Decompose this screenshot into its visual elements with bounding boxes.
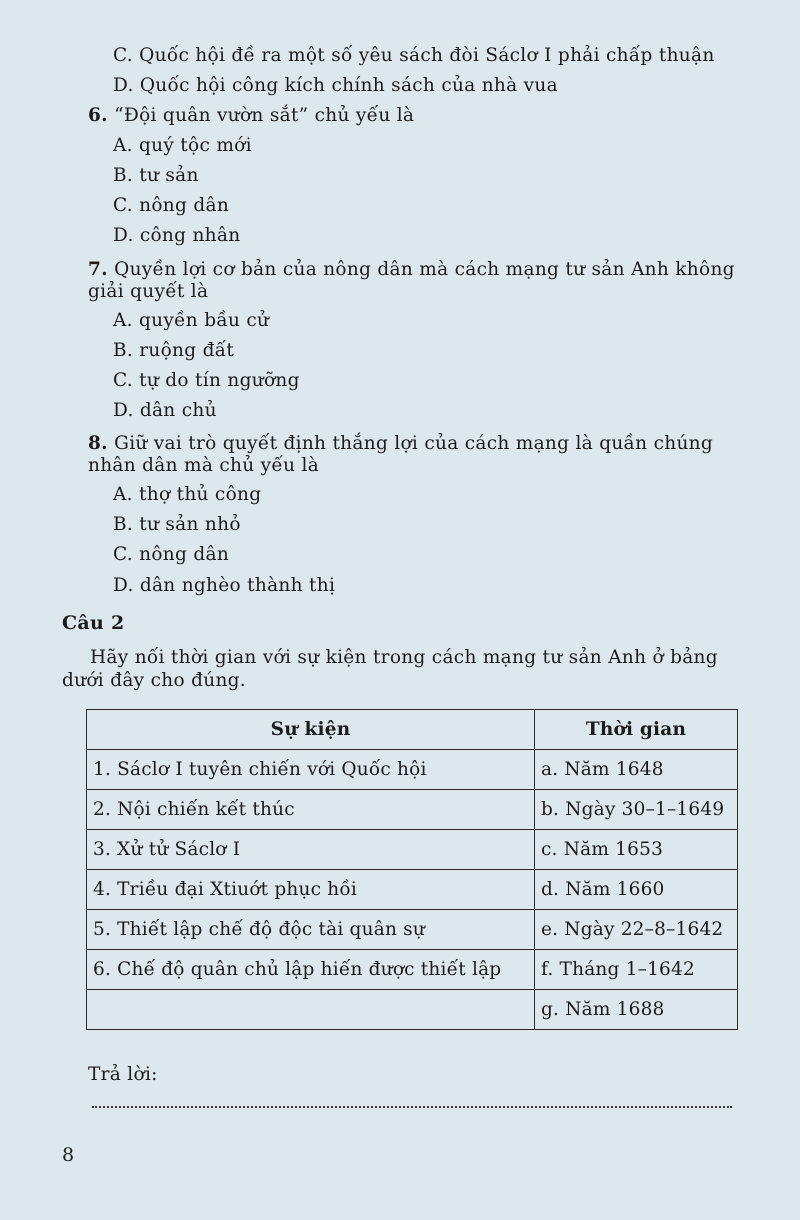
cau2-heading: Câu 2	[62, 612, 125, 634]
q8-text: Giữ vai trò quyết định thắng lợi của cách mạng là quần chúng nhân dân mà chủ yếu là	[88, 433, 714, 476]
event-cell: 6. Chế độ quân chủ lập hiến được thiết lập	[87, 950, 535, 990]
q8-option-d: D. dân nghèo thành thị	[113, 575, 336, 596]
q7-text: Quyền lợi cơ bản của nông dân mà cách mạng tư sản Anh không giải quyết là	[88, 259, 735, 302]
q6-option-a: A. quý tộc mới	[113, 135, 252, 156]
q5-option-d: D. Quốc hội công kích chính sách của nhà vua	[113, 75, 558, 96]
q7-number: 7.	[88, 259, 108, 280]
q7-option-b: B. ruộng đất	[113, 340, 235, 361]
table-row	[87, 830, 738, 870]
q7-option-a: A. quyền bầu cử	[113, 310, 270, 331]
event-cell: 5. Thiết lập chế độ độc tài quân sự	[87, 910, 535, 950]
q8-number: 8.	[88, 433, 108, 454]
event-cell: 1. Sáclơ I tuyên chiến với Quốc hội	[87, 750, 535, 790]
time-cell: g. Năm 1688	[535, 990, 738, 1030]
q8-option-a: A. thợ thủ công	[113, 484, 262, 505]
q6-number: 6.	[88, 105, 108, 126]
q6-option-b: B. tư sản	[113, 165, 199, 186]
q7-option-d: D. dân chủ	[113, 400, 217, 421]
time-cell: d. Năm 1660	[535, 870, 738, 910]
q8-option-b: B. tư sản nhỏ	[113, 514, 241, 535]
event-cell: 4. Triều đại Xtiuớt phục hồi	[87, 870, 535, 910]
time-cell: f. Tháng 1–1642	[535, 950, 738, 990]
table-row	[87, 990, 738, 1030]
page-number: 8	[62, 1144, 75, 1166]
event-cell	[87, 990, 535, 1030]
q8-option-c: C. nông dân	[113, 544, 230, 565]
event-cell: 2. Nội chiến kết thúc	[87, 790, 535, 830]
q7-option-c: C. tự do tín ngưỡng	[113, 370, 300, 391]
event-cell: 3. Xử tử Sáclơ I	[87, 830, 535, 870]
table-row	[87, 950, 738, 990]
time-cell: c. Năm 1653	[535, 830, 738, 870]
q6-stem	[88, 105, 414, 126]
q5-option-c: C. Quốc hội đề ra một số yêu sách đòi Sáclơ I phải chấp thuận	[113, 45, 715, 66]
table-row	[87, 750, 738, 790]
q6-text: “Đội quân vườn sắt” chủ yếu là	[114, 105, 415, 126]
cau2-instruction: Hãy nối thời gian với sự kiện trong cách mạng tư sản Anh ở bảng dưới đây cho đúng.	[62, 647, 718, 691]
table-row	[87, 790, 738, 830]
q6-option-c: C. nông dân	[113, 195, 230, 216]
answer-label: Trả lời:	[88, 1064, 158, 1085]
table-row	[87, 870, 738, 910]
q8-stem	[88, 433, 748, 477]
time-cell: e. Ngày 22–8–1642	[535, 910, 738, 950]
table-row	[87, 910, 738, 950]
table-header-row	[87, 710, 738, 750]
q7-stem	[88, 259, 748, 303]
header-event: Sự kiện	[87, 710, 535, 750]
header-time: Thời gian	[535, 710, 738, 750]
time-cell: b. Ngày 30–1–1649	[535, 790, 738, 830]
answer-dotted-line	[92, 1100, 732, 1108]
time-cell: a. Năm 1648	[535, 750, 738, 790]
matching-table	[86, 709, 738, 1030]
q6-option-d: D. công nhân	[113, 225, 241, 246]
